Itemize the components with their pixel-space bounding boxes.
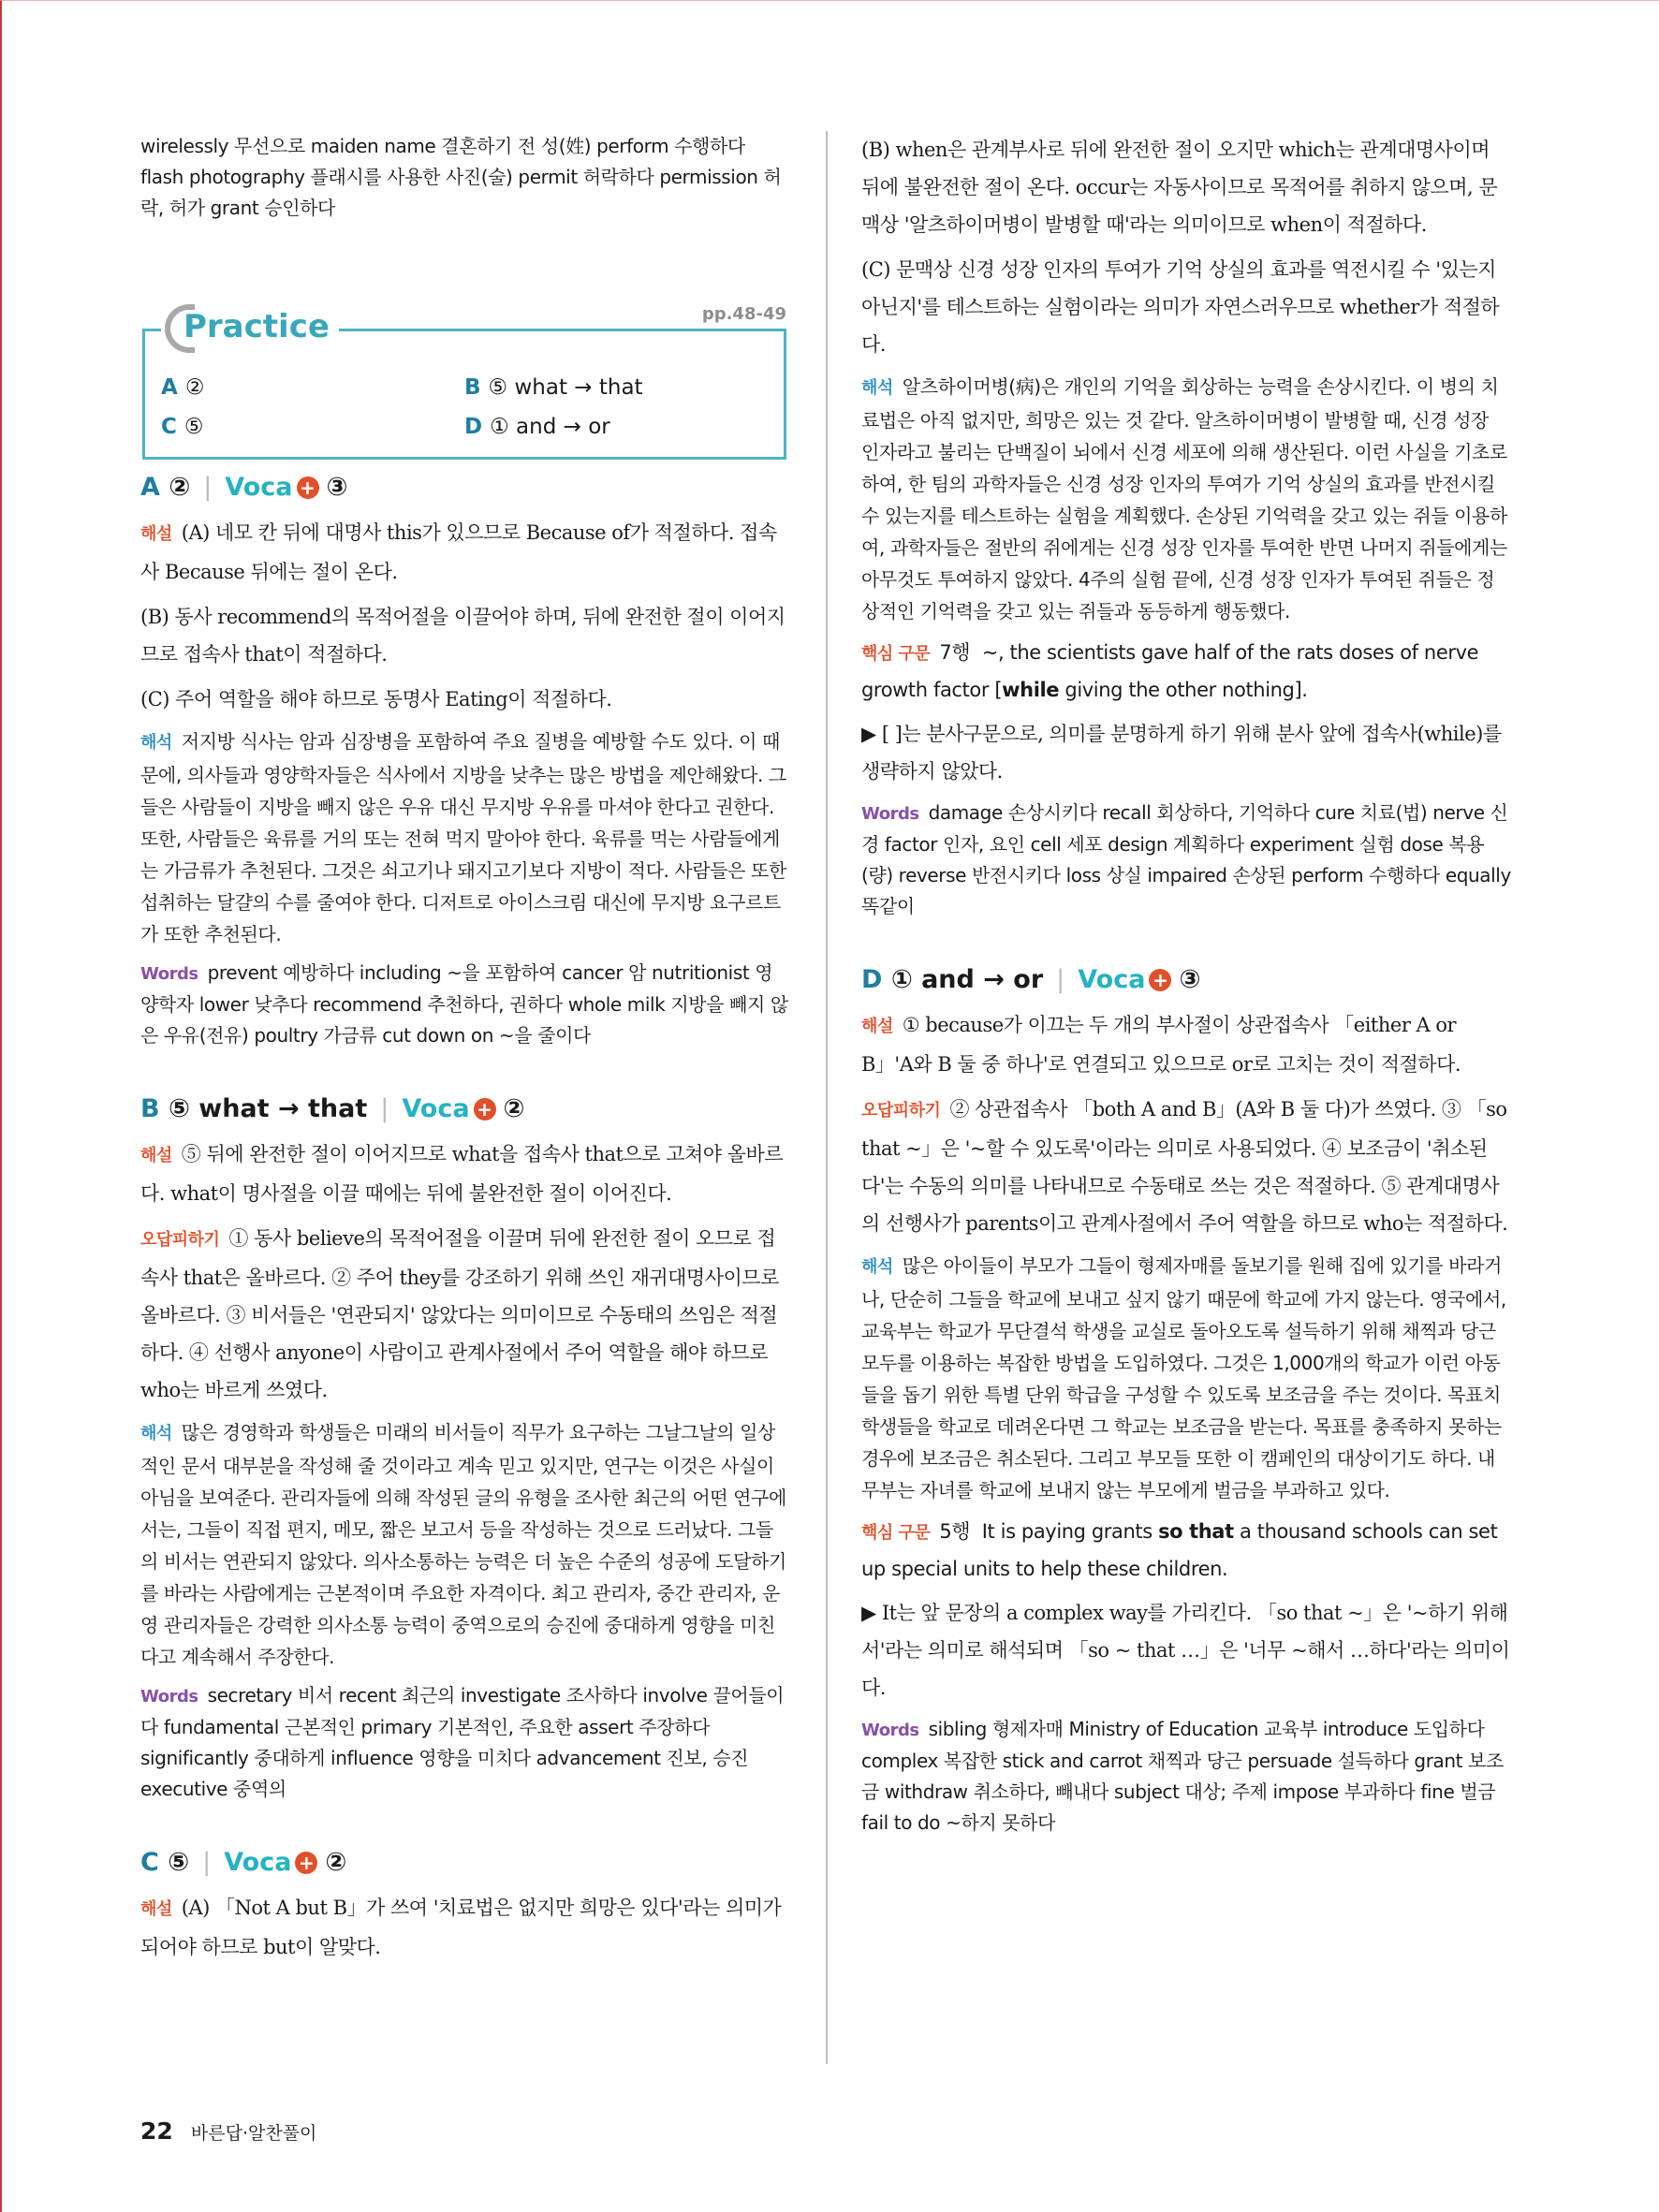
section-a-haeseol-c: (C) 주어 역할을 해야 하므로 동명사 Eating이 적절하다. [140,688,612,710]
section-b-heading: B ⑤ what → that | Voca + ② [140,1094,525,1123]
practice-pages: pp.48-49 [701,304,786,324]
practice-answer-a: A ② [161,375,205,400]
section-d-odap: 오답피하기 ② 상관접속사 「both A and B」(A와 B 둘 다)가 쓰였다. ③ 「so that ~」은 '~할 수 있도록'이라는 의미로 사용되었다. ④ 보조금이 '취소된다'는 수동의 의미를 나타내므로 수동태로 쓰는 것은 적절하다. ⑤ 관계대명사의 선행사가 parents이고 관계사절에서 주어 역할을 하므로 who는 적절하다. [861,1098,1508,1235]
section-d-key-note: ▶ It는 앞 문장의 a complex way를 가리킨다. 「so that ~」은 '~하기 위해서'라는 의미로 해석되며 「so ~ that …」은 '너무 ~해서 …하다'라는 의미이다. [861,1602,1510,1699]
practice-answer-d: D ① and → or [464,415,610,439]
section-c-heading: C ⑤ | Voca + ② [140,1848,347,1877]
section-b-odap: 오답피하기 ① 동사 believe의 목적어절을 이끌며 뒤에 완전한 절이 오므로 접속사 that은 올바르다. ② 주어 they를 강조하기 위해 쓰인 재귀대명사이므로 올바르다. ③ 비서들은 '연관되지' 않았다는 의미이므로 수동태의 쓰임은 적절하다. ④ 선행사 anyone이 사람이고 관계사절에서 주어 역할을 해야 하므로 who는 바르게 쓰였다. [140,1227,779,1401]
section-c-key-phrase: 핵심 구문 7행 ~, the scientists gave half of the rats doses of nerve growth factor [while giving the other nothing]. [861,641,1479,701]
section-a-haeseol-b: (B) 동사 recommend의 목적어절을 이끌어야 하며, 뒤에 완전한 절이 이어지므로 접속사 that이 적절하다. [140,606,785,666]
section-c-haeseol: 해설 (A) 「Not A but B」가 쓰여 '치료법은 없지만 희망은 있다'라는 의미가 되어야 하므로 but이 알맞다. [140,1897,782,1958]
book-title: 바른답·알찬풀이 [190,2123,317,2144]
section-a-haeseol: 해설 (A) 네모 칸 뒤에 대명사 this가 있으므로 Because of가 적절하다. 접속사 Because 뒤에는 절이 온다. [140,521,777,583]
section-c-haeseol-c: (C) 문맥상 신경 성장 인자의 투여가 기억 상실의 효과를 역전시킬 수 '있는지 아닌지'를 테스트하는 실험이라는 의미가 자연스러우므로 whether가 적절하다. [861,258,1500,356]
section-b-words: Words secretary 비서 recent 최근의 investigate 조사하다 involve 끌어들이다 fundamental 근본적인 primary 기본적인, 주요한 assert 주장하다 significantly 중대하게 influence 영향을 미치다 advancement 진보, 승진 executive 중역의 [140,1684,785,1800]
practice-answer-b: B ⑤ what → that [464,375,643,400]
section-a-heading: A ② | Voca + ③ [140,473,348,502]
practice-title: Practice [161,300,339,353]
practice-answer-c: C ⑤ [161,415,204,439]
section-c-haeseol-b: (B) when은 관계부사로 뒤에 완전한 절이 오지만 which는 관계대명사이며 뒤에 불완전한 절이 온다. occur는 자동사이므로 목적어를 취하지 않으며, 문맥상 '알츠하이머병이 발병할 때'라는 의미이므로 when이 적절하다. [861,139,1498,236]
section-d-key-phrase: 핵심 구문 5행 It is paying grants so that a thousand schools can set up special units to help these children. [861,1520,1498,1580]
plus-icon: + [474,1098,496,1121]
section-d-heading: D ① and → or | Voca + ③ [861,965,1201,994]
plus-icon: + [297,476,319,499]
page-number: 22 [140,2117,173,2145]
plus-icon: + [1149,969,1171,991]
practice-box [140,300,790,469]
section-c-words: Words damage 손상시키다 recall 회상하다, 기억하다 cure 치료(법) nerve 신경 factor 인자, 요인 cell 세포 design 계획하다 experiment 실험 dose 복용(량) reverse 반전시키다 loss 상실 impaired 손상된 perform 수행하다 equally 똑같이 [861,801,1511,917]
section-d-haeseok: 해석 많은 아이들이 부모가 그들이 형제자매를 돌보기를 원해 집에 있기를 바라거나, 단순히 그들을 학교에 보내고 싶지 않기 때문에 학교에 가지 않는다. 영국에서, 교육부는 학교가 무단결석 학생을 교실로 돌아오도록 설득하기 위해 채찍과 당근 모두를 이용하는 복잡한 방법을 도입하였다. 그것은 1,000개의 학교가 이런 아동들을 돕기 위한 특별 단위 학급을 구성할 수 있도록 보조금을 주는 것이다. 목표치 학생들을 학교로 데려온다면 그 학교는 보조금을 받는다. 목표를 충족하지 못하는 경우에 보조금은 취소된다. 그리고 부모들 또한 이 캠페인의 대상이기도 하다. 내무부는 자녀를 학교에 보내지 않는 부모에게 벌금을 부과하고 있다. [861,1254,1506,1502]
top-words: wirelessly 무선으로 maiden name 결혼하기 전 성(姓) perform 수행하다 flash photography 플래시를 사용한 사진(술) permit 허락하다 permission 허락, 허가 grant 승인하다 [140,135,782,219]
section-d-haeseol: 해설 ① because가 이끄는 두 개의 부사절이 상관접속사 「either A or B」'A와 B 둘 중 하나'로 연결되고 있으므로 or로 고치는 것이 적절하다. [861,1014,1461,1076]
section-d-words: Words sibling 형제자매 Ministry of Education 교육부 introduce 도입하다 complex 복잡한 stick and carrot 채찍과 당근 persuade 설득하다 grant 보조금 withdraw 취소하다, 빼내다 subject 대상; 주제 impose 부과하다 fine 벌금 fail to do ~하지 못하다 [861,1718,1504,1834]
section-c-haeseok: 해석 알츠하이머병(病)은 개인의 기억을 회상하는 능력을 손상시킨다. 이 병의 치료법은 아직 없지만, 희망은 있는 것 같다. 알츠하이머병이 발병할 때, 신경 성장 인자라고 불리는 단백질이 뇌에서 신경 세포에 의해 생산된다. 이런 사실을 기초로 하여, 한 팀의 과학자들은 신경 성장 인자의 투여가 기억 상실의 효과를 반전시킬 수 있는지를 테스트하는 실험을 계획했다. 손상된 기억력을 갖고 있는 쥐들 이용하여, 과학자들은 절반의 쥐에게는 신경 성장 인자를 투여한 반면 나머지 쥐들에게는 아무것도 투여하지 않았다. 4주의 실험 끝에, 신경 성장 인자가 투여된 쥐들은 정상적인 기억력을 갖고 있는 쥐들과 동등하게 행동했다. [861,375,1507,623]
page-footer [140,2117,316,2145]
column-divider [826,131,828,2064]
plus-icon: + [295,1852,317,1874]
section-a-words: Words prevent 예방하다 including ~을 포함하여 cancer 암 nutritionist 영양학자 lower 낮추다 recommend 추천하다, 권하다 whole milk 지방을 빼지 않은 우유(전유) poultry 가금류 cut down on ~을 줄이다 [140,961,788,1047]
right-column [861,131,1511,1846]
section-b-haeseok: 해석 많은 경영학과 학생들은 미래의 비서들이 직무가 요구하는 그날그날의 일상적인 문서 대부분을 작성해 줄 것이라고 계속 믿고 있지만, 연구는 이것은 사실이 아님을 보여준다. 관리자들에 의해 작성된 글의 유형을 조사한 최근의 어떤 연구에서는, 그들이 직접 편지, 메모, 짧은 보고서 등을 작성하는 것으로 드러났다. 그들의 비서는 연관되지 않았다. 의사소통하는 능력은 더 높은 수준의 성공에 도달하기를 바라는 사람에게는 근본적이며 주요한 자격이다. 최고 관리자, 중간 관리자, 운영 관리자들은 강력한 의사소통 능력이 중역으로의 승진에 중대하게 영향을 미친다고 계속해서 주장한다. [140,1421,786,1668]
section-b-haeseol: 해설 ⑤ 뒤에 완전한 절이 이어지므로 what을 접속사 that으로 고쳐야 올바르다. what이 명사절을 이끌 때에는 뒤에 불완전한 절이 이어진다. [140,1143,784,1205]
section-c-key-note: ▶ [ ]는 분사구문으로, 의미를 분명하게 하기 위해 분사 앞에 접속사(while)를 생략하지 않았다. [861,723,1502,783]
left-column [140,131,790,1973]
section-a-haeseok: 해석 저지방 식사는 암과 심장병을 포함하여 주요 질병을 예방할 수도 있다. 이 때문에, 의사들과 영양학자들은 식사에서 지방을 낮추는 많은 방법을 제안해왔다. 그들은 사람들이 지방을 빼지 않은 우유 대신 무지방 우유를 마셔야 한다고 권한다. 또한, 사람들은 육류를 거의 또는 전혀 먹지 말아야 한다. 육류를 먹는 사람들에게는 가금류가 추천된다. 그것은 쇠고기나 돼지고기보다 지방이 적다. 사람들은 또한 섭취하는 달걀의 수를 줄여야 한다. 디저트로 아이스크림 대신에 무지방 요구르트가 또한 추천된다. [140,730,786,945]
